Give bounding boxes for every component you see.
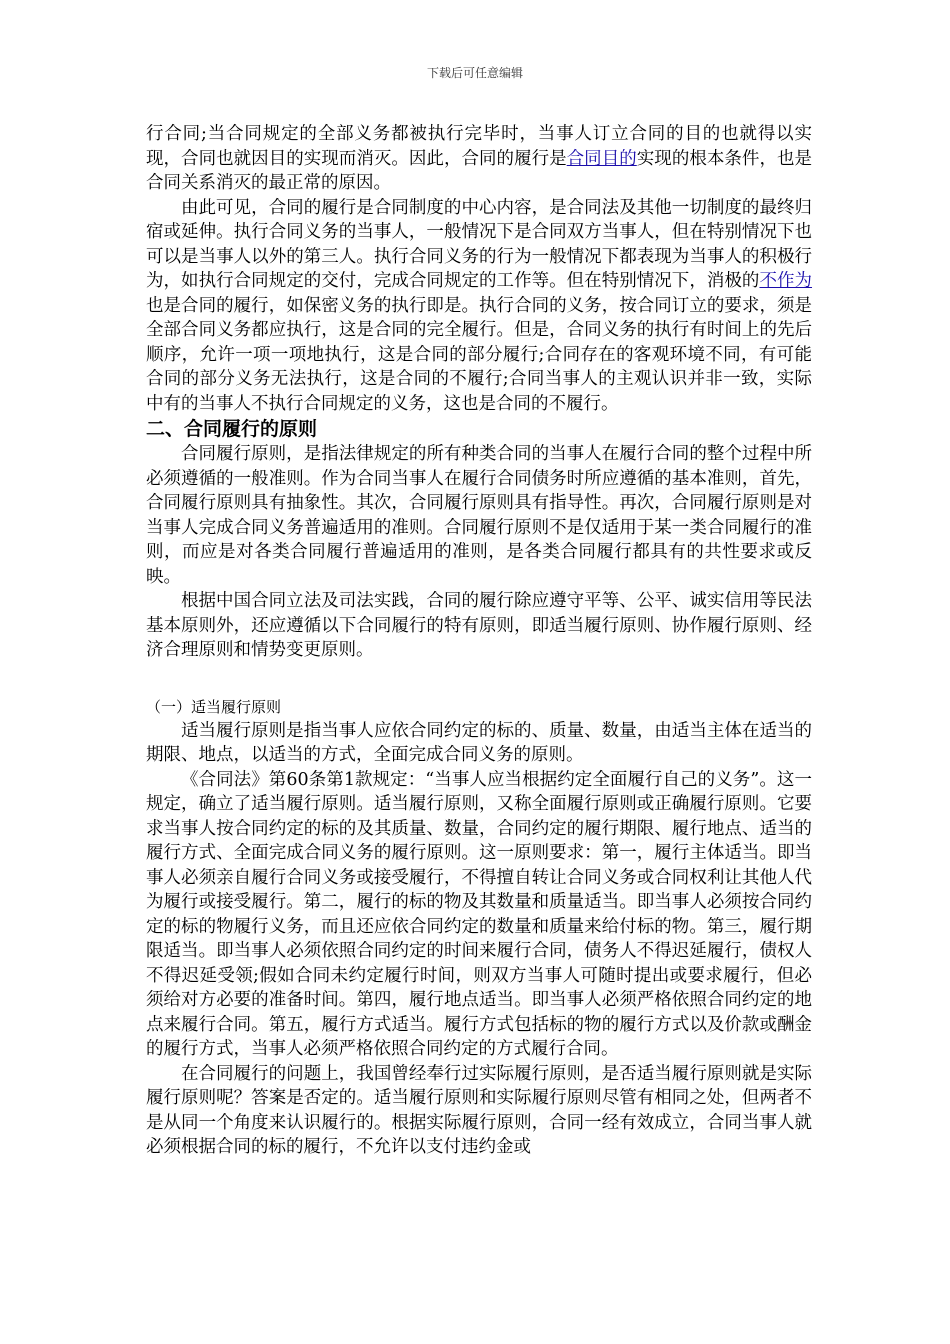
page-header: 下载后可任意编辑 — [426, 66, 523, 80]
paragraph: 《合同法》第60条第1款规定：“当事人应当根据约定全面履行自己的义务”。这一规定，确立了适当履行原则。适当履行原则，又称全面履行原则或正确履行原则。它要求当事人按合同约定的标的及其质量、数量，合同约定的履行期限、履行地点、适当的履行方式、全面完成合同义务的履行原则。这一原则要求：第一，履行主体适当。即当事人必须亲自履行合同义务或接受履行，不得擅自转让合同义务或合同权利让其他人代为履行或接受履行。第二，履行的标的物及其数量和质量适当。即当事人必须按合同约定的标的物履行义务，而且还应依合同约定的数量和质量来给付标的物。第三，履行期限适当。即当事人必须依照合同约定的时间来履行合同，债务人不得迟延履行，债权人不得迟延受领;假如合同未约定履行时间，则双方当事人可随时提出或要求履行，但必须给对方必要的准备时间。第四，履行地点适当。即当事人必须严格依照合同约定的地点来履行合同。第五，履行方式适当。履行方式包括标的物的履行方式以及价款或酬金的履行方式，当事人必须严格依照合同约定的方式履行合同。 — [146, 769, 812, 1059]
paragraph: 根据中国合同立法及司法实践，合同的履行除应遵守平等、公平、诚实信用等民法基本原则外，还应遵循以下合同履行的特有原则，即适当履行原则、协作履行原则、经济合理原则和情势变更原则。 — [146, 591, 812, 660]
paragraph-text: 行合同;当合同规定的全部义务都被执行完毕时，当事人订立合同的目的也就得以实现，合同也就因目的实现而消灭。因此，合同的履行是 — [146, 124, 812, 169]
paragraph — [146, 122, 812, 196]
paragraph: 适当履行原则是指当事人应依合同约定的标的、质量、数量，由适当主体在适当的期限、地点，以适当的方式，全面完成合同义务的原则。 — [146, 720, 812, 765]
paragraph: 在合同履行的问题上，我国曾经奉行过实际履行原则，是否适当履行原则就是实际履行原则呢？答案是否定的。适当履行原则和实际履行原则尽管有相同之处，但两者不是从同一个角度来认识履行的。根据实际履行原则，合同一经有效成立，合同当事人就必须根据合同的标的履行，不允许以支付违约金或 — [146, 1063, 812, 1157]
paragraph-text: 也是合同的履行，如保密义务的执行即是。执行合同的义务，按合同订立的要求，须是全部合同义务都应执行，这是合同的完全履行。但是，合同义务的执行有时间上的先后顺序，允许一项一项地执行，这是合同的部分履行;合同存在的客观环境不同，有可能合同的部分义务无法执行，这是合同的不履行;合同当事人的主观认识并非一致，实际中有的当事人不执行合同规定的义务，这也是合同的不履行。 — [146, 295, 812, 414]
link-omission[interactable]: 不作为 — [759, 271, 813, 291]
blank-line — [146, 663, 812, 687]
link-contract-purpose[interactable]: 合同目的 — [566, 148, 637, 169]
section-heading: 二、合同履行的原则 — [146, 418, 318, 440]
paragraph — [146, 196, 812, 417]
paragraph-text: 由此可见，合同的履行是合同制度的中心内容，是合同法及其他一切制度的最终归宿或延伸。执行合同义务的当事人，一般情况下是合同双方当事人，但在特别情况下也可以是当事人以外的第三人。执行合同义务的行为一般情况下都表现为当事人的积极行为，如执行合同规定的交付，完成合同规定的工作等。但在特别情况下，消极的 — [146, 197, 812, 291]
subsection-heading: （一）适当履行原则 — [146, 697, 282, 716]
document-body — [146, 122, 812, 1160]
paragraph-text: 实现的根本条件，也是合同关系消灭的最正常的原因。 — [146, 148, 813, 193]
paragraph: 合同履行原则，是指法律规定的所有种类合同的当事人在履行合同的整个过程中所必须遵循的一般准则。作为合同当事人在履行合同债务时所应遵循的基本准则，首先，合同履行原则具有抽象性。其次，合同履行原则具有指导性。再次，合同履行原则是对当事人完成合同义务普遍适用的准则。合同履行原则不是仅适用于某一类合同履行的准则，而应是对各类合同履行普遍适用的准则，是各类合同履行都具有的共性要求或反映。 — [146, 444, 812, 587]
